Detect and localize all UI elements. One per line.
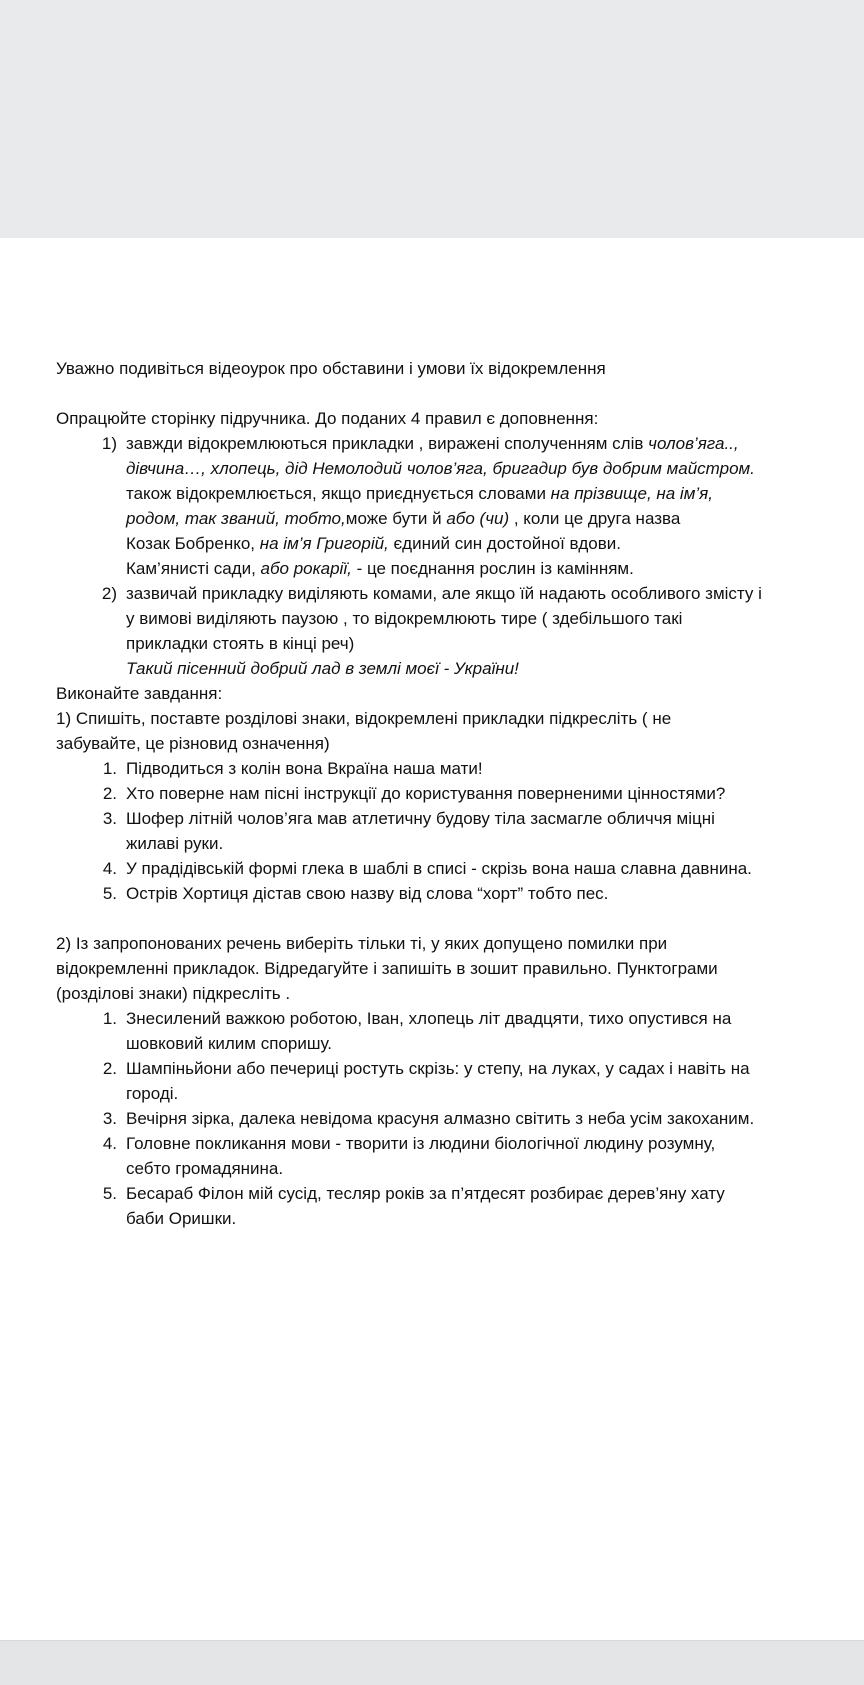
list-item: 2. Хто поверне нам пісні інструкції до користування поверненими цінностями?	[102, 784, 726, 803]
textbook-instruction: Опрацюйте сторінку підручника. До поданих 4 правил є доповнення:	[56, 409, 599, 428]
intro-text: Уважно подивіться відеоурок про обставини і умови їх відокремлення	[56, 359, 606, 378]
top-margin	[0, 0, 864, 238]
task-2-instruction-cont: (розділові знаки) підкресліть .	[56, 984, 291, 1003]
list-item: 5. Бесараб Філон мій сусід, тесляр років за п’ятдесят розбирає дерев’яну хату баби Оришки.	[102, 1184, 725, 1228]
task-1-list	[56, 756, 826, 906]
document-content	[56, 356, 826, 1231]
document-page	[0, 238, 864, 1640]
list-item: 1. Знесилений важкою роботою, Іван, хлопець літ двадцяти, тихо опустився на шовковий килим споришу.	[102, 1009, 732, 1053]
list-item: 1. Підводиться з колін вона Вкраїна наша мати!	[102, 759, 483, 778]
rule-number: 1)	[101, 434, 117, 453]
rule-1	[56, 431, 826, 581]
list-item: 4. У прадідівській формі глека в шаблі в списі - скрізь вона наша славна давнина.	[102, 859, 752, 878]
task-1-instruction: 1) Спишіть, поставте розділові знаки, відокремлені прикладки підкресліть ( не	[56, 709, 672, 728]
list-item: 4. Головне покликання мови - творити із людини біологічної людину розумну, себто громадянина.	[102, 1134, 716, 1178]
rule-body: зазвичай прикладку виділяють комами, але якщо їй надають особливого змісту і у вимові виділяють паузою , то відокремлюють тире ( здебільшого такі прикладки стоять в кінці реч) Такий пісенний добрий лад в землі моєї - України!	[126, 584, 762, 678]
task-2-instruction-cont: відокремленні прикладок. Відредагуйте і запишіть в зошит правильно. Пунктограми	[56, 959, 718, 978]
rule-number: 2)	[101, 584, 117, 603]
list-item: 3. Шофер літній чолов’яга мав атлетичну будову тіла засмагле обличчя міцні жилаві руки.	[102, 809, 715, 853]
rule-2	[56, 581, 826, 681]
list-item: 2. Шампіньйони або печериці ростуть скрізь: у степу, на луках, у садах і навіть на городі.	[102, 1059, 750, 1103]
list-item: 5. Острів Хортиця дістав свою назву від слова “хорт” тобто пес.	[102, 884, 609, 903]
task-1-instruction-cont: забувайте, це різновид означення)	[56, 734, 330, 753]
tasks-title: Виконайте завдання:	[56, 684, 223, 703]
list-item: 3. Вечірня зірка, далека невідома красуня алмазно світить з неба усім закоханим.	[102, 1109, 755, 1128]
task-2-instruction: 2) Із запропонованих речень виберіть тільки ті, у яких допущено помилки при	[56, 934, 668, 953]
rule-body: завжди відокремлюються прикладки , виражені сполученням слів чолов’яга.., дівчина…, хлопець, дід Немолодий чолов’яга, бригадир був добрим майстром. також відокремлюється, якщо приєднується словами на прізвище, на ім’я, родом, так званий, тобто,може бути й або (чи) , коли це друга назва Козак Бобренко, на ім’я Григорій, єдиний син достойної вдови. Кам’янисті сади, або рокарії, - це поєднання рослин із камінням.	[126, 434, 755, 578]
task-2-list	[56, 1006, 826, 1231]
bottom-margin	[0, 1640, 864, 1685]
